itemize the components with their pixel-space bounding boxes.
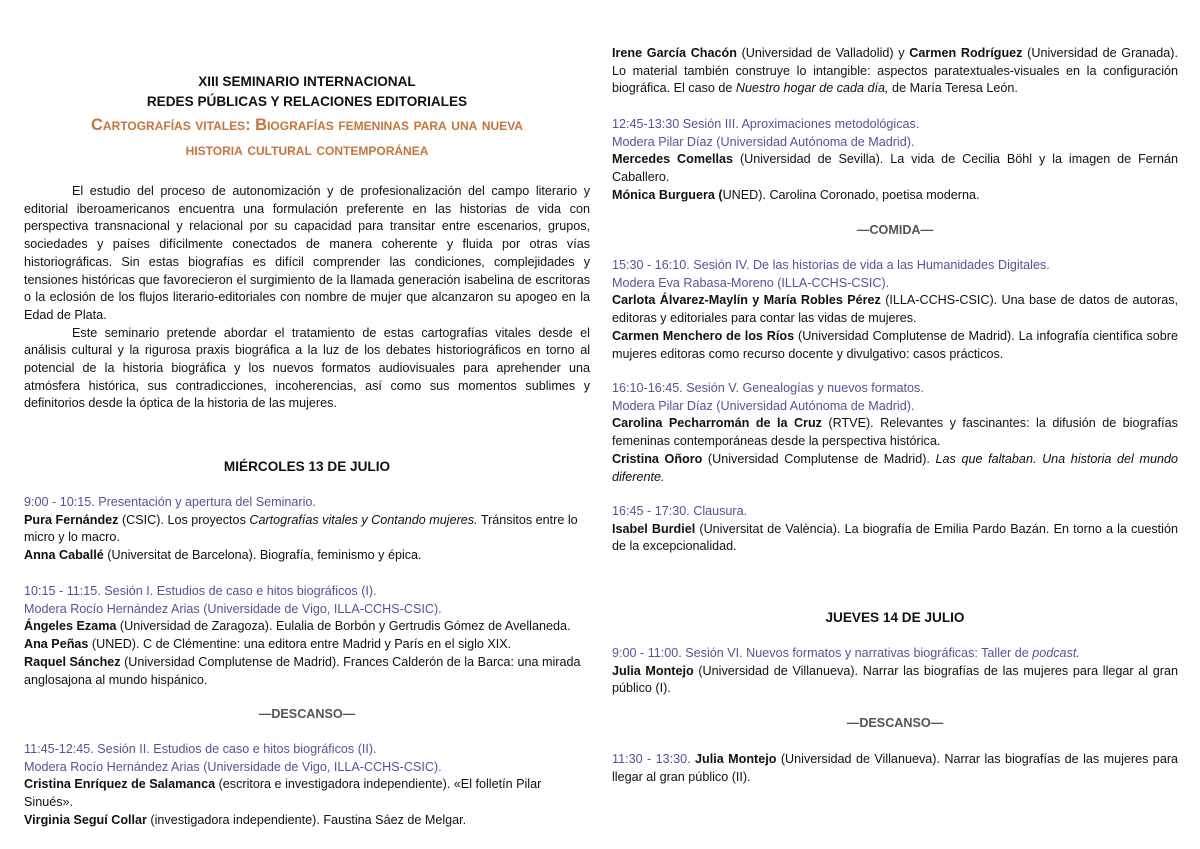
entry-text: (Universitat de Barcelona). Biografía, feminismo y épica. — [103, 548, 422, 563]
session-entry — [24, 618, 590, 636]
speaker-name: Isabel Burdiel — [612, 521, 696, 536]
speaker-name: Cristina Oñoro — [612, 451, 703, 466]
entry-text: (Universidad de Sevilla). La vida de Cecilia Böhl y la imagen de Fernán Caballero. — [612, 152, 1178, 185]
intro-paragraph-2 — [24, 325, 590, 414]
entry-text: (investigadora independiente). Faustina Sáez de Melgar. — [146, 812, 467, 827]
session-entry — [612, 521, 1178, 556]
speaker-name: Julia Montejo — [695, 752, 777, 766]
entry-text: (Universidad Complutense de Madrid). La infografía científica sobre mujeres editoras como recurso docente y divulgativo: casos prácticos. — [612, 328, 1178, 361]
session-entry-continued — [612, 45, 1178, 98]
seminar-title-line2: REDES PÚBLICAS Y RELACIONES EDITORIALES — [146, 94, 468, 109]
entry-text: (escritora e investigadora independiente). «El folletín Pilar Sinués». — [24, 777, 542, 810]
speaker-name: Ángeles Ezama — [24, 619, 117, 634]
speaker-name: Virginia Seguí Collar — [24, 812, 147, 827]
entry-text: UNED). Carolina Coronado, poetisa moderna. — [722, 187, 980, 202]
speaker-name: Pura Fernández — [24, 512, 119, 527]
session-entry — [612, 663, 1178, 698]
session-closing — [612, 503, 1178, 556]
session-entry — [24, 812, 590, 830]
entry-text: Tránsitos entre lo micro y lo macro. — [24, 512, 578, 545]
session-moderator: Modera Pilar Díaz (Universidad Autónoma de Madrid). — [612, 134, 915, 149]
entry-text: (Universidad de Valladolid) y — [736, 46, 910, 60]
intro-paragraph-1: El estudio del proceso de autonomización y de profesionalización del campo literario y editorial iberoamericanos encuentra una formulación preferente en las historias de vida con perspectiva transnacional y relacional por su capacidad para transitar entre escenarios, grupos, sociedades y países difícilmente conectados de manera coherente y fluida por otras vías historiográficas. Sin estas biografías es difícil comprender las condiciones, complejidades y tensiones históricas que favorecieron el surgimiento de la llamada generación isabelina de escritoras o la eclosión de los flujos literario-editoriales con nombre de mujer que alcanzaron su apogeo en la Edad de Plata. — [24, 184, 590, 322]
intro-p2-emphasis: cartografías vitales — [421, 325, 531, 340]
intro-p2-text: y los — [225, 361, 273, 376]
session-v — [612, 380, 1178, 486]
session-entry — [612, 415, 1178, 450]
session-opening — [24, 494, 590, 565]
entry-title: Las que faltaban. Una historia del mundo diferente. — [612, 451, 1178, 484]
seminar-title-line1: XIII SEMINARIO INTERNACIONAL — [198, 74, 416, 89]
seminar-header — [24, 72, 590, 162]
speaker-name: Irene García Chacón — [612, 46, 737, 60]
session-entry — [612, 751, 1178, 786]
session-entry — [24, 776, 590, 811]
session-time: 16:45 - 17:30. Clausura. — [612, 504, 748, 518]
entry-title: Nuestro hogar de cada día, — [735, 81, 889, 96]
session-time: 10:15 - 11:15. Sesión I. Estudios de caso e hitos biográficos (I). — [24, 584, 377, 598]
speaker-name: Carlota Álvarez-Maylín y María Robles Pérez — [612, 293, 881, 308]
session-entry — [24, 654, 590, 689]
intro-p2-text: para aprehender una atmósfera histórica, sus contradicciones, incoherencias, así como sus momentos sublimes y definitorios desde la óptica de la historia de las mujeres. — [24, 361, 590, 411]
speaker-name: Anna Caballé — [24, 548, 104, 563]
session-entry — [612, 292, 1178, 327]
session-entry — [612, 187, 1178, 205]
session-vi — [612, 645, 1178, 698]
speaker-name: Cristina Enríquez de Salamanca — [24, 777, 216, 792]
session-entry — [612, 328, 1178, 363]
entry-text: (Universidad de Villanueva). Narrar las biografías de las mujeres para llegar al gran público (I). — [612, 663, 1178, 696]
session-i — [24, 583, 590, 689]
seminar-subtitle-line2: historia cultural contemporánea — [185, 141, 429, 159]
session-moderator: Modera Rocío Hernández Arias (Universidade de Vigo, ILLA-CCHS-CSIC). — [24, 601, 442, 616]
break-label: —DESCANSO— — [846, 716, 944, 730]
seminar-subtitle-line1: Cartografías vitales: Biografías femeninas para una nueva — [91, 116, 523, 134]
session-entry — [24, 512, 590, 547]
session-time: 9:00 - 10:15. Presentación y apertura del Seminario. — [24, 495, 316, 509]
speaker-name: Mercedes Comellas — [612, 152, 734, 167]
session-entry — [612, 451, 1178, 486]
speaker-name: Raquel Sánchez — [24, 654, 121, 669]
session-time-text: 9:00 - 11:00. Sesión VI. Nuevos formatos y narrativas biográficas: Taller de — [612, 646, 1033, 660]
session-moderator: Modera Eva Rabasa-Moreno (ILLA-CCHS-CSIC). — [612, 275, 890, 290]
session-time: 15:30 - 16:10. Sesión IV. De las historias de vida a las Humanidades Digitales. — [612, 258, 1050, 272]
speaker-name: Carmen Menchero de los Ríos — [612, 328, 795, 343]
session-iv — [612, 257, 1178, 363]
entry-text: (CSIC). Los proyectos — [118, 512, 250, 527]
entry-text: (RTVE). Relevantes y fascinantes: la difusión de biografías femeninas contemporáneas desde la perspectiva histórica. — [612, 416, 1178, 449]
day2-title: JUEVES 14 DE JULIO — [825, 610, 965, 625]
intro-p2-text: desde el análisis cultural y la rigurosa praxis biográfica a la luz de los debates historiográficos en torno al potencial de la — [24, 325, 590, 376]
entry-text: (Universidad Complutense de Madrid). — [702, 451, 936, 466]
intro — [24, 183, 590, 413]
break-label: —DESCANSO— — [258, 707, 356, 721]
session-moderator: Modera Pilar Díaz (Universidad Autónoma de Madrid). — [612, 398, 915, 413]
entry-text: de María Teresa León. — [888, 81, 1018, 96]
session-time: 11:30 - 13:30. — [612, 752, 691, 766]
session-time — [612, 645, 1178, 663]
entry-text: (Universidad de Villanueva). Narrar las biografías de las mujeres para llegar al gran público (II). — [612, 752, 1179, 784]
session-moderator: Modera Rocío Hernández Arias (Universidade de Vigo, ILLA-CCHS-CSIC). — [24, 759, 442, 774]
day1-title: MIÉRCOLES 13 DE JULIO — [223, 459, 391, 474]
intro-p2-emphasis: nuevos formatos audiovisuales — [272, 361, 455, 376]
entry-text: (Universitat de València). La biografía de Emilia Pardo Bazán. En torno a la cuestión de la excepcionalidad. — [612, 521, 1178, 554]
entry-text: (ILLA-CCHS-CSIC). Una base de datos de autoras, editoras y editoriales para contar las vidas de mujeres. — [612, 293, 1179, 326]
lunch-label: —COMIDA— — [856, 223, 934, 237]
session-time: 16:10-16:45. Sesión V. Genealogías y nuevos formatos. — [612, 381, 924, 395]
entry-text: (Universidad de Zaragoza). Eulalia de Borbón y Gertrudis Gómez de Avellaneda. — [116, 619, 571, 634]
session-time-emphasis: podcast. — [1032, 646, 1080, 660]
speaker-name: Mónica Burguera ( — [612, 187, 723, 202]
session-iii — [612, 116, 1178, 205]
session-ii — [24, 741, 590, 830]
speaker-name: Carolina Pecharromán de la Cruz — [612, 416, 822, 431]
speaker-name: Julia Montejo — [612, 663, 694, 678]
session-time: 12:45-13:30 Sesión III. Aproximaciones metodológicas. — [612, 117, 920, 131]
intro-p2-emphasis: historia biográfica — [122, 361, 226, 376]
entry-text: (Universidad de Granada). Lo material también construye lo intangible: aspectos paratextuales-visuales en la configuración biográfica. El caso de — [612, 46, 1178, 96]
session-time: 11:45-12:45. Sesión II. Estudios de caso e hitos biográficos (II). — [24, 742, 377, 756]
intro-p2-text: Este seminario pretende abordar el tratamiento de estas — [72, 325, 422, 340]
speaker-name: Carmen Rodríguez — [909, 46, 1023, 60]
session-entry — [24, 636, 590, 654]
entry-title: Cartografías vitales y Contando mujeres. — [249, 512, 478, 527]
session-entry — [24, 547, 590, 565]
session-entry — [612, 151, 1178, 186]
speaker-name: Ana Peñas — [24, 637, 89, 652]
entry-text: (Universidad Complutense de Madrid). Frances Calderón de la Barca: una mirada anglosajona al mundo hispánico. — [24, 654, 581, 687]
entry-text: (UNED). C de Clémentine: una editora entre Madrid y París en el siglo XIX. — [88, 637, 512, 652]
